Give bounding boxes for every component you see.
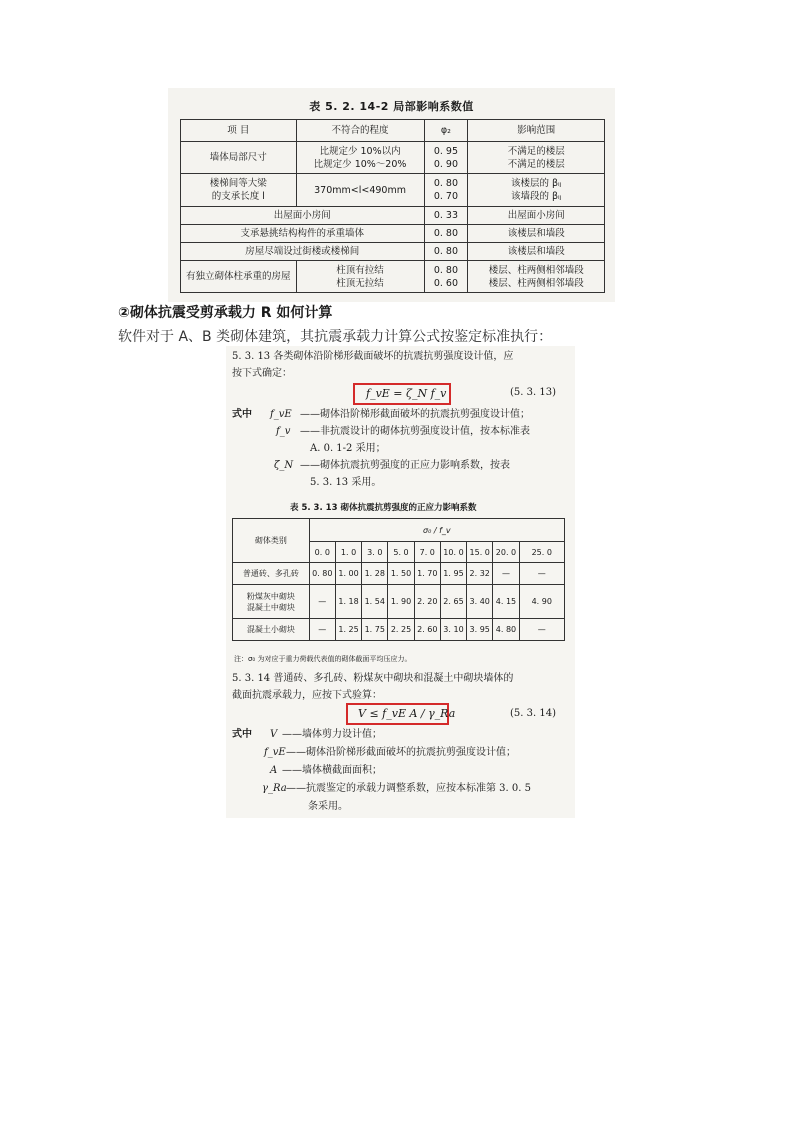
- normal-stress-coefficient-table: [232, 518, 565, 641]
- cell-scope: 该楼层的 βᵢⱼ 该墙段的 βᵢⱼ: [468, 174, 605, 207]
- table-row: [181, 261, 605, 293]
- formula-5-3-13: f_vE = ζ_N f_v: [366, 387, 447, 400]
- clause-5-3-14-line-2: 截面抗震承载力，应按下式验算：: [232, 690, 382, 701]
- symbol: V: [270, 729, 278, 740]
- influence-coefficient-table: [180, 119, 605, 293]
- row-name: 普通砖、多孔砖: [233, 563, 310, 585]
- cell-item: 墙体局部尺寸: [181, 142, 297, 174]
- definition: ——抗震鉴定的承载力调整系数，应按本标准第 3. 0. 5: [286, 783, 531, 794]
- table-row: [181, 207, 605, 225]
- cell-scope: 不满足的楼层 不满足的楼层: [468, 142, 605, 174]
- symbol: A: [270, 765, 278, 776]
- clause-5-3-13-line-1: 5. 3. 13 各类砌体沿阶梯形截面破坏的抗震抗剪强度设计值，应: [232, 351, 514, 362]
- header-cell: φ₂: [424, 120, 468, 142]
- table-cell: 1. 54: [362, 585, 388, 619]
- table-cell: 2. 20: [414, 585, 440, 619]
- cell-phi: 0. 95 0. 90: [424, 142, 468, 174]
- table-cell: 1. 28: [362, 563, 388, 585]
- section-heading: ②砌体抗震受剪承载力 R 如何计算: [118, 305, 333, 321]
- cell-phi: 0. 33: [424, 207, 468, 225]
- where-label: 式中: [232, 729, 252, 740]
- formula-5-3-14: V ≤ f_vE A / γ_Ra: [358, 707, 456, 720]
- table-cell: 0. 80: [309, 563, 335, 585]
- cell-scope: 该楼层和墙段: [468, 243, 605, 261]
- cell-phi: 0. 80: [424, 225, 468, 243]
- symbol: ζ_N: [274, 460, 294, 471]
- table-cell: 2. 60: [414, 619, 440, 641]
- cell-phi: 0. 80 0. 60: [424, 261, 468, 293]
- table-cell: 1. 95: [440, 563, 466, 585]
- table-cell: —: [493, 563, 519, 585]
- cell-item: 房屋尽端设过街楼或楼梯间: [181, 243, 425, 261]
- table-row: [181, 174, 605, 207]
- clause-5-3-14-line-1: 5. 3. 14 普通砖、多孔砖、粉煤灰中砌块和混凝土中砌块墙体的: [232, 673, 514, 684]
- cell-scope: 出屋面小房间: [468, 207, 605, 225]
- formula-number: (5. 3. 14): [510, 708, 556, 719]
- table-cell: —: [309, 585, 335, 619]
- symbol: f_v: [276, 426, 291, 437]
- cell-item: 楼梯间等大梁 的支承长度 l: [181, 174, 297, 207]
- table-cell: 1. 18: [335, 585, 361, 619]
- table-cell: 3. 95: [467, 619, 493, 641]
- header-cell: 1. 0: [335, 542, 361, 563]
- table-cell: 3. 10: [440, 619, 466, 641]
- table-row: [181, 243, 605, 261]
- cell-scope: 楼层、柱两侧相邻墙段 楼层、柱两侧相邻墙段: [468, 261, 605, 293]
- definition: ——墙体剪力设计值；: [282, 729, 382, 740]
- table-cell: 1. 70: [414, 563, 440, 585]
- definition: 条采用。: [308, 801, 348, 812]
- table-title: 表 5. 2. 14-2 局部影响系数值: [309, 100, 474, 113]
- table-cell: 1. 75: [362, 619, 388, 641]
- table-header-row: [233, 519, 565, 542]
- table-cell: —: [309, 619, 335, 641]
- header-cell: 7. 0: [414, 542, 440, 563]
- definition: 5. 3. 13 采用。: [310, 477, 382, 488]
- cell-item: 出屋面小房间: [181, 207, 425, 225]
- cell-item: 有独立砌体柱承重的房屋: [181, 261, 297, 293]
- row-header-cell: 砌体类别: [233, 519, 310, 563]
- table-cell: 1. 00: [335, 563, 361, 585]
- table-row: [233, 563, 565, 585]
- header-cell: 0. 0: [309, 542, 335, 563]
- table-cell: 1. 90: [388, 585, 414, 619]
- row-name: 粉煤灰中砌块 混凝土中砌块: [233, 585, 310, 619]
- cell-degree: 370mm<l<490mm: [296, 174, 424, 207]
- table-cell: 4. 90: [519, 585, 564, 619]
- cell-degree: 比规定少 10%以内 比规定少 10%～20%: [296, 142, 424, 174]
- table-cell: 2. 65: [440, 585, 466, 619]
- where-label: 式中: [232, 409, 252, 420]
- table-cell: —: [519, 563, 564, 585]
- table-row: [181, 142, 605, 174]
- table-title: 表 5. 3. 13 砌体抗震抗剪强度的正应力影响系数: [290, 503, 477, 513]
- column-group-header: σ₀ / f_v: [309, 519, 564, 542]
- definition: ——砌体沿阶梯形截面破坏的抗震抗剪强度设计值；: [300, 409, 530, 420]
- cell-scope: 该楼层和墙段: [468, 225, 605, 243]
- table-cell: 2. 25: [388, 619, 414, 641]
- table-cell: 4. 15: [493, 585, 519, 619]
- header-cell: 25. 0: [519, 542, 564, 563]
- cell-phi: 0. 80: [424, 243, 468, 261]
- table-header-row: [181, 120, 605, 142]
- header-cell: 不符合的程度: [296, 120, 424, 142]
- header-cell: 3. 0: [362, 542, 388, 563]
- row-name: 混凝土小砌块: [233, 619, 310, 641]
- table-cell: 1. 25: [335, 619, 361, 641]
- table-cell: —: [519, 619, 564, 641]
- standard-excerpt-scan: [226, 346, 575, 818]
- formula-number: (5. 3. 13): [510, 387, 556, 398]
- table-5-2-14-2-scan: [168, 88, 615, 302]
- table-cell: 3. 40: [467, 585, 493, 619]
- definition: A. 0. 1-2 采用；: [310, 443, 386, 454]
- table-row: [233, 585, 565, 619]
- symbol: f_vE: [270, 409, 292, 420]
- body-paragraph: 软件对于 A、B 类砌体建筑，其抗震承载力计算公式按鉴定标准执行：: [118, 329, 553, 345]
- header-cell: 5. 0: [388, 542, 414, 563]
- table-cell: 2. 32: [467, 563, 493, 585]
- header-cell: 10. 0: [440, 542, 466, 563]
- definition: ——砌体沿阶梯形截面破坏的抗震抗剪强度设计值；: [286, 747, 516, 758]
- cell-item: 支承悬挑结构构件的承重墙体: [181, 225, 425, 243]
- table-row: [233, 619, 565, 641]
- symbol: f_vE: [264, 747, 286, 758]
- cell-degree: 柱顶有拉结 柱顶无拉结: [296, 261, 424, 293]
- table-cell: 4. 80: [493, 619, 519, 641]
- header-cell: 20. 0: [493, 542, 519, 563]
- header-cell: 15. 0: [467, 542, 493, 563]
- table-note: 注：σ₀ 为对应于重力荷载代表值的砌体截面平均压应力。: [234, 655, 412, 663]
- definition: ——非抗震设计的砌体抗剪强度设计值，按本标准表: [300, 426, 530, 437]
- header-cell: 影响范围: [468, 120, 605, 142]
- definition: ——砌体抗震抗剪强度的正应力影响系数，按表: [300, 460, 510, 471]
- table-cell: 1. 50: [388, 563, 414, 585]
- symbol: γ_Ra: [262, 783, 287, 794]
- clause-5-3-13-line-2: 按下式确定：: [232, 368, 292, 379]
- header-cell: 项 目: [181, 120, 297, 142]
- table-row: [181, 225, 605, 243]
- cell-phi: 0. 80 0. 70: [424, 174, 468, 207]
- definition: ——墙体横截面面积；: [282, 765, 382, 776]
